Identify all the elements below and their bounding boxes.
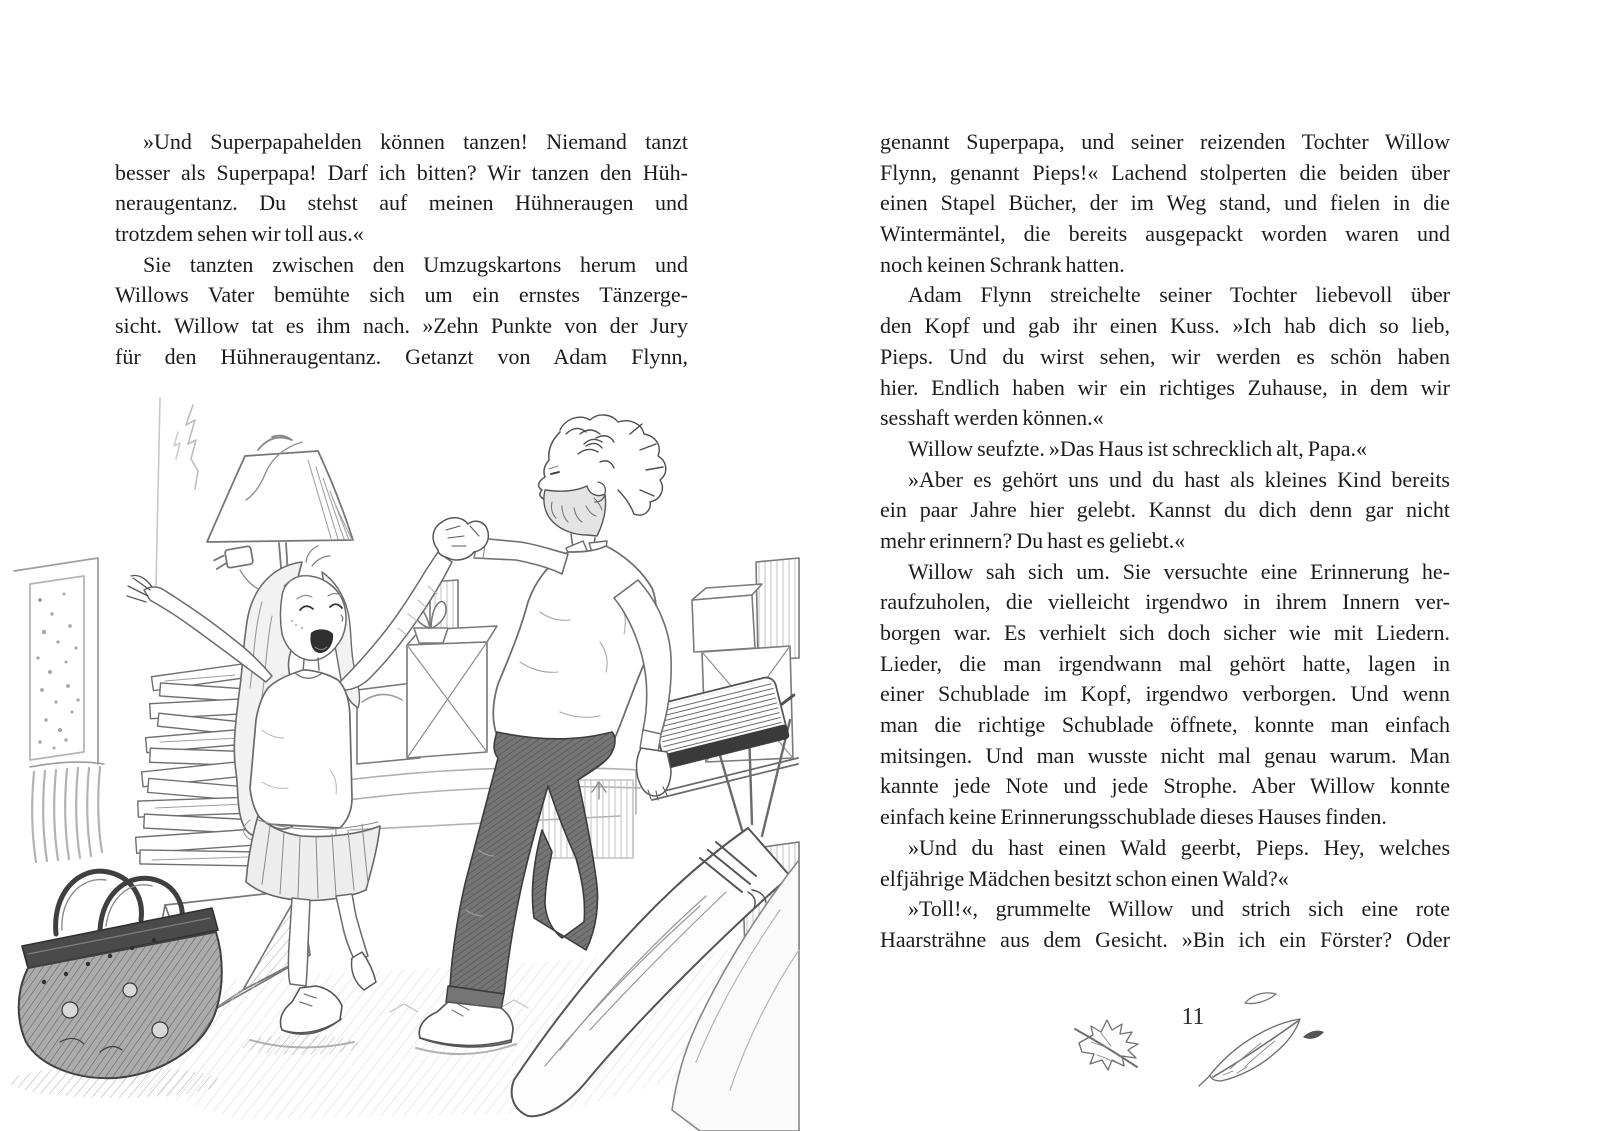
text-line: noch keinen Schrank hatten.: [880, 251, 1125, 277]
wall-corner-sketch: [156, 398, 198, 586]
text-line: »Aber es gehört uns und du hast als kleines Kind bereits: [908, 466, 1450, 492]
text-line: mehr erinnern? Du hast es geliebt.«: [880, 527, 1186, 553]
text-line: neraugentanz. Du stehst auf meinen Hühneraugen und: [115, 190, 688, 216]
girl-back-leg: [336, 894, 368, 962]
text-line: »Toll!«, grummelte Willow und strich sich eine rote: [908, 896, 1450, 922]
text-line: Pieps. Und du wirst sehen, wir werden es schön haben: [880, 343, 1450, 369]
text-line: mitsingen. Und man wusste nicht mal genau warum. Man: [880, 742, 1450, 768]
page-number: 11: [1181, 1004, 1205, 1030]
window-sketch: [14, 558, 98, 764]
text-line: genannt Superpapa, und seiner reizenden Tochter Willow: [880, 129, 1450, 154]
text-line: für den Hühneraugentanz. Getanzt von Adam Flynn,: [115, 343, 688, 369]
text-line: Haarsträhne aus dem Gesicht. »Bin ich ein Förster? Oder: [880, 926, 1450, 952]
text-line: einfach keine Erinnerungsschublade dieses Hauses finden.: [880, 804, 1387, 830]
girl-tshirt: [250, 670, 352, 828]
text-line: trotzdem sehen wir toll aus.«: [115, 221, 364, 247]
text-line: Willow sah sich um. Sie versuchte eine Erinnerung he-: [908, 558, 1450, 584]
text-line: ein paar Jahre hier gelebt. Kannst du dich denn gar nicht: [880, 497, 1450, 523]
text-line: Willows Vater bemühte sich um ein ernstes Tänzerge-: [115, 282, 688, 308]
text-line: Flynn, genannt Pieps!« Lachend stolperten die beiden über: [880, 159, 1450, 185]
text-line: kannte jede Note und jede Strophe. Aber Willow konnte: [880, 773, 1450, 799]
text-line: sicht. Willow tat es ihm nach. »Zehn Punkte von der Jury: [115, 313, 688, 339]
text-line: Sie tanzten zwischen den Umzugskartons herum und: [143, 251, 688, 277]
text-line: man die richtige Schublade öffnete, konnte man einfach: [880, 712, 1450, 738]
folio-leaf-decoration: [1055, 983, 1345, 1093]
text-line: raufzuholen, die vielleicht irgendwo in ihrem Innern ver-: [880, 589, 1450, 615]
father-back-hand: [637, 748, 672, 796]
text-line: den Kopf und gab ihr einen Kuss. »Ich hab dich so lieb,: [880, 313, 1450, 339]
text-line: sesshaft werden können.«: [880, 405, 1104, 431]
girl-front-leg: [288, 898, 310, 986]
leaf-speck-sketch: [1303, 1031, 1324, 1039]
text-line: Willow seufzte. »Das Haus ist schrecklich alt, Papa.«: [908, 435, 1368, 461]
text-line: einer Schublade im Kopf, irgendwo verborgen. Und wenn: [880, 681, 1450, 707]
snow-dots: [36, 593, 79, 750]
illustration-dancing-scene: [0, 390, 800, 1131]
left-text-column: [115, 127, 688, 373]
father-shirt: [493, 546, 656, 747]
right-text-column: [880, 127, 1450, 956]
text-line: Lieder, die man irgendwann mal gehört hatte, lagen in: [880, 650, 1450, 676]
text-line: besser als Superpapa! Darf ich bitten? Wir tanzen den Hüh-: [115, 159, 688, 185]
small-crescent-leaf-sketch: [1245, 993, 1276, 1004]
father-eye: [551, 472, 559, 474]
text-line: »Und du hast einen Wald geerbt, Pieps. Hey, welches: [908, 834, 1450, 860]
text-line: einen Stapel Bücher, der im Weg stand, und fielen in die: [880, 190, 1450, 216]
father-front-arm: [474, 538, 568, 574]
text-line: Adam Flynn streichelte seiner Tochter liebevoll über: [908, 282, 1450, 308]
text-line: Wintermäntel, die bereits ausgepackt worden waren und: [880, 221, 1450, 247]
maple-leaf-sketch: [1075, 1020, 1138, 1070]
radiator-sketch: [30, 762, 104, 862]
text-line: hier. Endlich haben wir ein richtiges Zuhause, in dem wir: [880, 374, 1450, 400]
text-line: borgen war. Es verhielt sich doch sicher wie mit Liedern.: [880, 620, 1450, 645]
text-line: elfjährige Mädchen besitzt schon einen Wald?«: [880, 865, 1289, 891]
text-line: »Und Superpapahelden können tanzen! Niemand tanzt: [143, 129, 688, 154]
lamp-plug: [213, 546, 254, 570]
girl-skirt: [246, 816, 380, 901]
